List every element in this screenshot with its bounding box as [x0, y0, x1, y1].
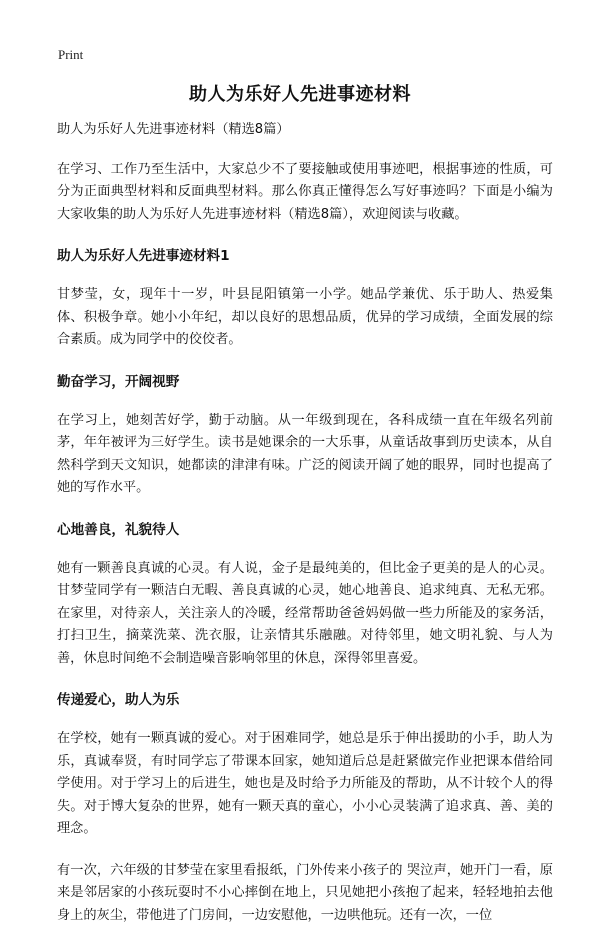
- paragraph-love: 在学校，她有一颗真诚的爱心。对于困难同学，她总是乐于伸出援助的小手，助人为乐，真诚奉贤，有时同学忘了带课本回家，她知道后总是赶紧做完作业把课本借给同学使用。对于学习上的后进生，她也是及时给予力所能及的帮助，从不计较个人的得失。对于博大复杂的世界，她有一颗天真的童心，小小心灵装满了追求真、善、美的理念。: [57, 731, 553, 836]
- section-heading: 助人为乐好人先进事迹材料1: [57, 248, 230, 264]
- paragraph-kind: 她有一颗善良真诚的心灵。有人说，金子是最纯美的，但比金子更美的是人的心灵。甘梦莹同学有一颗洁白无暇、善良真诚的心灵，她心地善良、追求纯真、无私无邪。在家里，对待亲人，关注亲人的冷暖，经常帮助爸爸妈妈做一些力所能及的家务活，打扫卫生，摘菜洗菜、洗衣服，让亲情其乐融融。对待邻里，她文明礼貌、与人为善，休息时间绝不会制造噪音影响邻里的休息，深得邻里喜爱。: [57, 560, 553, 666]
- article-subtitle: 助人为乐好人先进事迹材料（精选8篇）: [57, 122, 290, 137]
- subsection-heading-love: 传递爱心，助人为乐: [57, 692, 180, 708]
- section-paragraph: 甘梦莹，女，现年十一岁，叶县昆阳镇第一小学。她品学兼优、乐于助人、热爱集体、积极争章。她小小年纪，却以良好的思想品质，优异的学习成绩，全面发展的综合素质。成为同学中的佼佼者。: [57, 287, 553, 347]
- paragraph-study: 在学习上，她刻苦好学，勤于动脑。从一年级到现在，各科成绩一直在年级名列前茅，年年被评为三好学生。读书是她课余的一大乐事，从童话故事到历史读本，从自然科学到天文知识，她都读的津津有味。广泛的阅读开阔了她的眼界，同时也提高了她的写作水平。: [57, 412, 553, 495]
- subsection-heading-study: 勤奋学习，开阔视野: [57, 373, 180, 390]
- paragraph-story: 有一次，六年级的甘梦莹在家里看报纸，门外传来小孩子的 哭泣声，她开门一看，原来是邻居家的小孩玩耍时不小心摔倒在地上，只见她把小孩抱了起来，轻轻地拍去他身上的灰尘，带他进了门房间，一边安慰他，一边哄他玩。还有一次，一位: [57, 862, 553, 923]
- intro-paragraph: 在学习、工作乃至生活中，大家总少不了要接触或使用事迹吧，根据事迹的性质，可分为正面典型材料和反面典型材料。那么你真正懂得怎么写好事迹吗？下面是小编为大家收集的助人为乐好人先进事迹材料（精选8篇），欢迎阅读与收藏。: [57, 161, 553, 222]
- article-body: [57, 119, 553, 946]
- page-title: 助人为乐好人先进事迹材料: [189, 84, 411, 105]
- print-link[interactable]: Print: [58, 47, 84, 62]
- subsection-heading-kind: 心地善良，礼貌待人: [57, 521, 180, 538]
